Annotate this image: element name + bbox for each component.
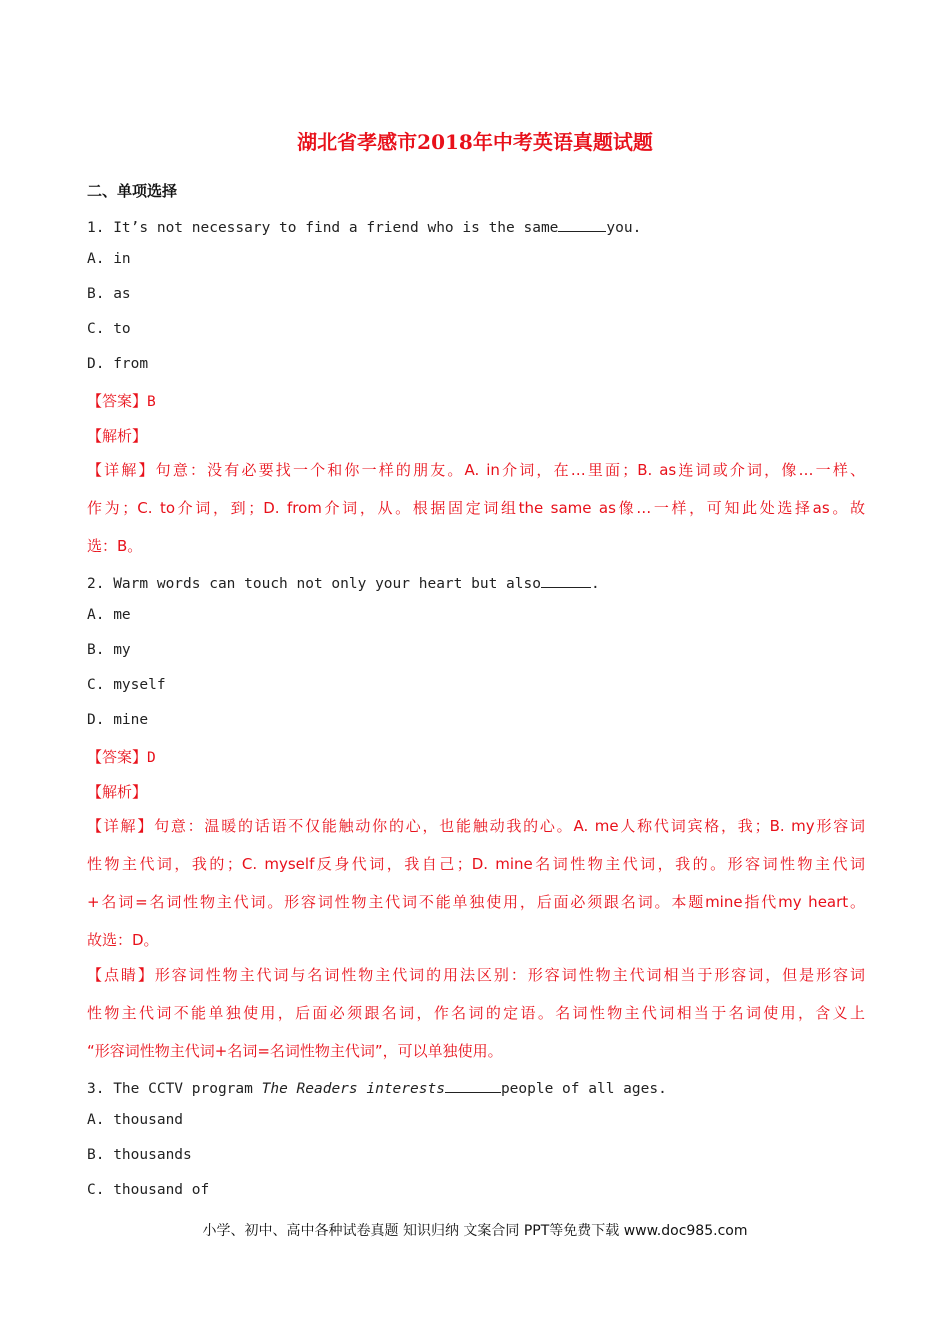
question-1-detail (87, 451, 865, 565)
question-3-option-c: C. thousand of (87, 1182, 210, 1198)
question-3-option-b: B. thousands (87, 1147, 192, 1163)
tip-text: 形容词性物主代词与名词性物主代词的用法区别：形容词性物主代词相当于形容词，但是形容词 (154, 966, 865, 984)
detail-row (87, 451, 865, 489)
answer-value: D (147, 750, 156, 766)
question-1-option-c: C. to (87, 321, 131, 337)
question-1-stem-end: you. (606, 220, 642, 236)
question-1-stem-text: 1. It’s not necessary to find a friend who is the same (87, 220, 559, 236)
detail-row (87, 807, 865, 845)
detail-label: 【详解】 (87, 461, 156, 479)
detail-text: 句意：没有必要找一个和你一样的朋友。A. in介词，在…里面；B. as连词或介词，像…一样、 (155, 461, 865, 479)
answer-value: B (147, 394, 156, 410)
question-3-option-a: A. thousand (87, 1112, 184, 1128)
analysis-label: 【解析】 (87, 427, 148, 445)
tip-label: 【点睛】 (87, 966, 155, 984)
detail-label: 【详解】 (87, 817, 155, 835)
question-1-option-d: D. from (87, 356, 149, 372)
detail-row: 性物主代词，我的；C. myself反身代词，我自己；D. mine名词性物主代词，我的。形容词性物主代词 (87, 855, 865, 873)
answer-blank (541, 572, 591, 588)
question-1-analysis-label (87, 425, 147, 446)
answer-label: 【答案】 (87, 392, 148, 410)
question-2-detail (87, 807, 865, 959)
program-name: The Readers (261, 1081, 358, 1097)
question-3-stem (87, 1077, 667, 1097)
question-2-option-d: D. mine (87, 712, 149, 728)
answer-blank (445, 1077, 501, 1093)
question-1-option-a: A. in (87, 251, 131, 267)
question-3-stem-verb: interests (357, 1081, 445, 1097)
question-1-stem (87, 216, 641, 236)
question-2-option-b: B. my (87, 642, 131, 658)
question-1-option-b: B. as (87, 286, 131, 302)
detail-row: 选：B。 (87, 537, 143, 555)
question-3-stem-end: people of all ages. (500, 1081, 667, 1097)
question-2-stem (87, 572, 600, 592)
document-title: 湖北省孝感市2018年中考英语真题试题 (297, 130, 653, 154)
detail-row: +名词=名词性物主代词。形容词性物主代词不能单独使用，后面必须跟名词。本题mine指代my heart。 (87, 893, 865, 911)
question-2-answer (87, 746, 156, 767)
section-heading: 二、单项选择 (87, 182, 178, 200)
question-2-option-c: C. myself (87, 677, 166, 693)
question-2-option-a: A. me (87, 607, 131, 623)
tip-row: 性物主代词不能单独使用，后面必须跟名词，作名词的定语。名词性物主代词相当于名词使用，含义上 (87, 1004, 865, 1022)
tip-row (87, 956, 865, 994)
detail-text: 句意：温暖的话语不仅能触动你的心，也能触动我的心。A. me人称代词宾格，我；B. my形容词 (154, 817, 865, 835)
question-2-tip (87, 956, 865, 1070)
question-2-analysis-label (87, 781, 147, 802)
question-2-stem-end: . (590, 576, 600, 592)
question-3-stem-text: 3. The CCTV program (87, 1081, 262, 1097)
footer-banner: 小学、初中、高中各种试卷真题 知识归纳 文案合同 PPT等免费下载 www.doc985.com (202, 1223, 748, 1239)
analysis-label: 【解析】 (87, 783, 148, 801)
detail-row: 故选：D。 (87, 931, 159, 949)
question-1-answer (87, 390, 156, 411)
answer-label: 【答案】 (87, 748, 148, 766)
tip-row: “形容词性物主代词+名词=名词性物主代词”，可以单独使用。 (87, 1042, 503, 1060)
answer-blank (558, 216, 606, 232)
detail-row: 作为；C. to介词，到；D. from介词，从。根据固定词组the same as像…一样，可知此处选择as。故 (87, 499, 865, 517)
question-2-stem-text: 2. Warm words can touch not only your heart but also (87, 576, 541, 592)
